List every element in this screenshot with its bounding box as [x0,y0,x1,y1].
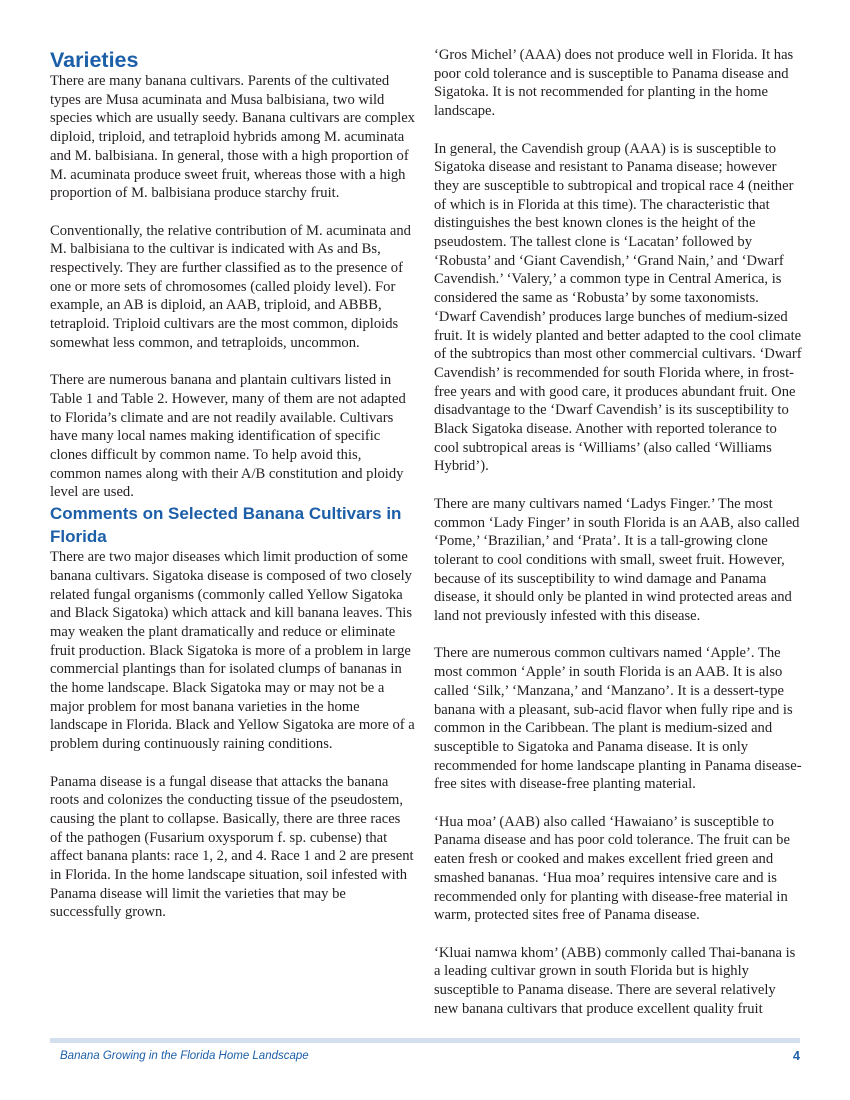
footer-document-title: Banana Growing in the Florida Home Landscape [60,1050,309,1062]
heading-comments: Comments on Selected Banana Cultivars in Florida [50,504,402,547]
paragraph: There are numerous common cultivars named ‘Apple’. The most common ‘Apple’ in south Florida is an AAB. It is also called ‘Silk,’ ‘Manzana,’ and ‘Manzano’. It is a dessert-type banana with a pleasant, sub-acid flavor when fully ripe and is common in the Caribbean. The plant is medium-sized and susceptible to Sigatoka and Panama disease. It is only recommended for home landscape planting in Panama disease-free sites with disease-free planting material. [434,645,802,793]
paragraph: ‘Gros Michel’ (AAA) does not produce well in Florida. It has poor cold tolerance and is susceptible to Panama disease and Sigatoka. It is not recommended for planting in the home landscape. [434,47,794,120]
paragraph: Panama disease is a fungal disease that attacks the banana roots and colonizes the conducting tissue of the pseudostem, causing the plant to collapse. Basically, there are three races of the pathogen (Fusarium oxysporum f. sp. cubense) that affect banana plants: race 1, 2, and 4. Race 1 and 2 are present in Florida. In the home landscape situation, soil infested with Panama disease will limit the varieties that may be successfully grown. [50,773,414,921]
paragraph: ‘Kluai namwa khom’ (ABB) commonly called Thai-banana is a leading cultivar grown in south Florida but is highly susceptible to Panama disease. There are several relatively new banana cultivars that produce excellent quality fruit [434,944,796,1017]
heading-varieties: Varieties [50,48,139,72]
paragraph: There are numerous banana and plantain cultivars listed in Table 1 and Table 2. However, many of them are not adapted to Florida’s climate and are not readily available. Cultivars have many local names making identification of specific clones difficult by common name. To help avoid this, common names along with their A/B constitution and ploidy level are used. [50,372,406,501]
footer-divider [50,1038,800,1043]
paragraph: Conventionally, the relative contribution of M. acuminata and M. balbisiana to the cultivar is indicated with As and Bs, respectively. They are further classified as to the presence of one or more sets of chromosomes (called ploidy level). For example, an AB is diploid, an AAB, triploid, and ABBB, tetraploid. Triploid cultivars are the most common, diploids somewhat less common, and tetraploids, uncommon. [50,222,411,351]
left-column [50,46,416,922]
paragraph: In general, the Cavendish group (AAA) is is susceptible to Sigatoka disease and resistant to Panama disease; however they are susceptible to subtropical and tropical race 4 (neither of which is in Florida at this time). The characteristic that distinguishes the best known clones is the height of the pseudostem. The tallest clone is ‘Lacatan’ followed by ‘Robusta’ and ‘Giant Cavendish,’ ‘Grand Nain,’ and ‘Dwarf Cavendish.’ ‘Valery,’ a common type in Central America, is considered the same as ‘Robusta’ by some taxonomists. ‘Dwarf Cavendish’ produces large bunches of medium-sized fruit. It is widely planted and better adapted to the cool climate of the subtropics than most other commercial cultivars. ‘Dwarf Cavendish’ is recommended for south Florida where, in frost-free years and with good care, it produces abundant fruit. One disadvantage to the ‘Dwarf Cavendish’ is its susceptibility to Black Sigatoka disease. Another with reported tolerance to cool subtropical areas is ‘Williams’ (also called ‘Williams Hybrid’). [434,140,802,475]
paragraph: There are two major diseases which limit production of some banana cultivars. Sigatoka disease is composed of two closely related fungal organisms (commonly called Yellow Sigatoka and Black Sigatoka) which attack and kill banana leaves. This may weaken the plant dramatically and reduce or eliminate fruit production. Black Sigatoka is more of a problem in large commercial plantings than for isolated clumps of bananas in the home landscape. Black Sigatoka may or may not be a major problem for most banana varieties in the home landscape in Florida. Black and Yellow Sigatoka are more of a problem during continuously raining conditions. [50,549,415,753]
page-number: 4 [793,1049,800,1063]
right-column [434,46,802,1018]
paragraph: There are many cultivars named ‘Ladys Finger.’ The most common ‘Lady Finger’ in south Florida is an AAB, also called ‘Pome,’ ‘Brazilian,’ and ‘Prata’. It is a tall-growing clone tolerant to cool conditions with small, sweet fruit. However, because of its susceptibility to wind damage and Panama disease, it should only be planted in wind protected areas and land not previously infested with this disease. [434,495,800,625]
paragraph: There are many banana cultivars. Parents of the cultivated types are Musa acuminata and Musa balbisiana, two wild species which are usually seedy. Banana cultivars are complex diploid, triploid, and tetraploid hybrids among M. acuminata and M. balbisiana. In general, those with a high proportion of M. acuminata produce sweet fruit, whereas those with a high proportion of M. balbisiana produce starchy fruit. [50,73,415,202]
paragraph: ‘Hua moa’ (AAB) also called ‘Hawaiano’ is susceptible to Panama disease and has poor cold tolerance. The fruit can be eaten fresh or cooked and makes excellent fried green and smashed bananas. ‘Hua moa’ requires intensive care and is recommended only for planting with disease-free material in warm, protected sites free of Panama disease. [434,813,790,924]
